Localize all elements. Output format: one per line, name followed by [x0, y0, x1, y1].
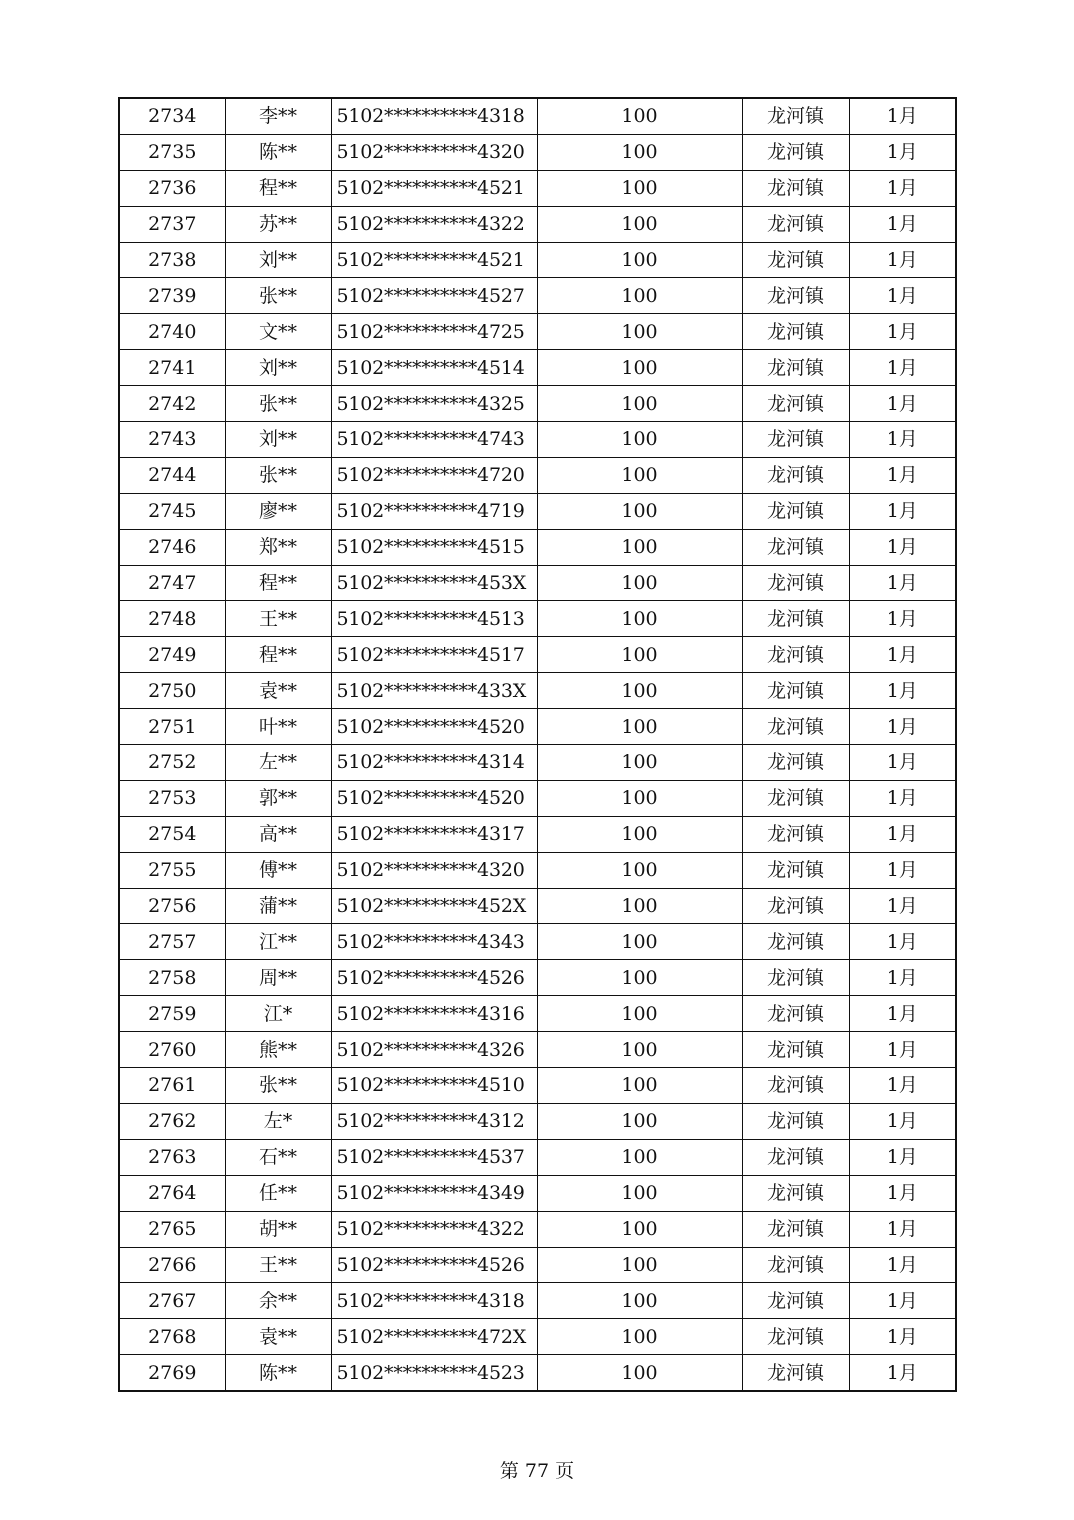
town-cell: 龙河镇 [742, 1211, 849, 1247]
id-number-cell: 5102**********4743 [331, 422, 537, 458]
row-number-cell: 2736 [119, 170, 225, 206]
month-cell: 1月 [849, 493, 956, 529]
table-row [119, 601, 956, 637]
table-row [119, 493, 956, 529]
table-row [119, 1103, 956, 1139]
month-cell: 1月 [849, 386, 956, 422]
name-cell: 苏** [225, 206, 331, 242]
month-cell: 1月 [849, 996, 956, 1032]
month-cell: 1月 [849, 780, 956, 816]
name-cell: 袁** [225, 673, 331, 709]
amount-cell: 100 [537, 1032, 742, 1068]
row-number-cell: 2741 [119, 350, 225, 386]
table-row [119, 924, 956, 960]
name-cell: 周** [225, 960, 331, 996]
town-cell: 龙河镇 [742, 134, 849, 170]
page-number: 第 77 页 [499, 1460, 575, 1482]
amount-cell: 100 [537, 350, 742, 386]
town-cell: 龙河镇 [742, 673, 849, 709]
amount-cell: 100 [537, 422, 742, 458]
row-number-cell: 2739 [119, 278, 225, 314]
name-cell: 王** [225, 601, 331, 637]
id-number-cell: 5102**********4725 [331, 314, 537, 350]
month-cell: 1月 [849, 888, 956, 924]
name-cell: 袁** [225, 1319, 331, 1355]
amount-cell: 100 [537, 170, 742, 206]
amount-cell: 100 [537, 1319, 742, 1355]
name-cell: 刘** [225, 242, 331, 278]
id-number-cell: 5102**********4322 [331, 1211, 537, 1247]
town-cell: 龙河镇 [742, 422, 849, 458]
row-number-cell: 2758 [119, 960, 225, 996]
row-number-cell: 2766 [119, 1247, 225, 1283]
month-cell: 1月 [849, 170, 956, 206]
town-cell: 龙河镇 [742, 350, 849, 386]
table-row [119, 134, 956, 170]
town-cell: 龙河镇 [742, 1355, 849, 1391]
month-cell: 1月 [849, 314, 956, 350]
id-number-cell: 5102**********453X [331, 565, 537, 601]
row-number-cell: 2747 [119, 565, 225, 601]
row-number-cell: 2761 [119, 1068, 225, 1104]
id-number-cell: 5102**********4316 [331, 996, 537, 1032]
name-cell: 张** [225, 457, 331, 493]
row-number-cell: 2768 [119, 1319, 225, 1355]
town-cell: 龙河镇 [742, 1068, 849, 1104]
month-cell: 1月 [849, 852, 956, 888]
town-cell: 龙河镇 [742, 1139, 849, 1175]
id-number-cell: 5102**********4513 [331, 601, 537, 637]
row-number-cell: 2745 [119, 493, 225, 529]
id-number-cell: 5102**********4343 [331, 924, 537, 960]
table-row [119, 98, 956, 134]
month-cell: 1月 [849, 924, 956, 960]
id-number-cell: 5102**********4312 [331, 1103, 537, 1139]
row-number-cell: 2737 [119, 206, 225, 242]
amount-cell: 100 [537, 1175, 742, 1211]
row-number-cell: 2742 [119, 386, 225, 422]
town-cell: 龙河镇 [742, 565, 849, 601]
name-cell: 叶** [225, 709, 331, 745]
row-number-cell: 2750 [119, 673, 225, 709]
name-cell: 左** [225, 745, 331, 781]
row-number-cell: 2734 [119, 98, 225, 134]
name-cell: 陈** [225, 1355, 331, 1391]
row-number-cell: 2740 [119, 314, 225, 350]
month-cell: 1月 [849, 1355, 956, 1391]
table-row [119, 1211, 956, 1247]
id-number-cell: 5102**********4521 [331, 242, 537, 278]
name-cell: 石** [225, 1139, 331, 1175]
row-number-cell: 2735 [119, 134, 225, 170]
month-cell: 1月 [849, 98, 956, 134]
amount-cell: 100 [537, 1068, 742, 1104]
month-cell: 1月 [849, 242, 956, 278]
id-number-cell: 5102**********4318 [331, 1283, 537, 1319]
id-number-cell: 5102**********4720 [331, 457, 537, 493]
id-number-cell: 5102**********4325 [331, 386, 537, 422]
table-row [119, 1032, 956, 1068]
town-cell: 龙河镇 [742, 457, 849, 493]
month-cell: 1月 [849, 637, 956, 673]
row-number-cell: 2752 [119, 745, 225, 781]
town-cell: 龙河镇 [742, 98, 849, 134]
id-number-cell: 5102**********4520 [331, 780, 537, 816]
id-number-cell: 5102**********472X [331, 1319, 537, 1355]
name-cell: 程** [225, 565, 331, 601]
town-cell: 龙河镇 [742, 1175, 849, 1211]
amount-cell: 100 [537, 816, 742, 852]
town-cell: 龙河镇 [742, 278, 849, 314]
month-cell: 1月 [849, 601, 956, 637]
name-cell: 左* [225, 1103, 331, 1139]
id-number-cell: 5102**********4517 [331, 637, 537, 673]
month-cell: 1月 [849, 1139, 956, 1175]
month-cell: 1月 [849, 134, 956, 170]
town-cell: 龙河镇 [742, 780, 849, 816]
id-number-cell: 5102**********4527 [331, 278, 537, 314]
id-number-cell: 5102**********4349 [331, 1175, 537, 1211]
table-row [119, 1139, 956, 1175]
amount-cell: 100 [537, 493, 742, 529]
name-cell: 熊** [225, 1032, 331, 1068]
id-number-cell: 5102**********4537 [331, 1139, 537, 1175]
amount-cell: 100 [537, 888, 742, 924]
name-cell: 文** [225, 314, 331, 350]
row-number-cell: 2764 [119, 1175, 225, 1211]
amount-cell: 100 [537, 98, 742, 134]
town-cell: 龙河镇 [742, 1247, 849, 1283]
table-row [119, 745, 956, 781]
town-cell: 龙河镇 [742, 924, 849, 960]
table-row [119, 529, 956, 565]
amount-cell: 100 [537, 745, 742, 781]
row-number-cell: 2767 [119, 1283, 225, 1319]
id-number-cell: 5102**********4320 [331, 852, 537, 888]
table-row [119, 960, 956, 996]
roster-table-body [119, 98, 956, 1391]
name-cell: 江* [225, 996, 331, 1032]
month-cell: 1月 [849, 350, 956, 386]
id-number-cell: 5102**********452X [331, 888, 537, 924]
id-number-cell: 5102**********4314 [331, 745, 537, 781]
name-cell: 陈** [225, 134, 331, 170]
month-cell: 1月 [849, 1319, 956, 1355]
amount-cell: 100 [537, 242, 742, 278]
name-cell: 李** [225, 98, 331, 134]
id-number-cell: 5102**********4317 [331, 816, 537, 852]
table-row [119, 1355, 956, 1391]
name-cell: 蒲** [225, 888, 331, 924]
amount-cell: 100 [537, 1211, 742, 1247]
table-row [119, 780, 956, 816]
amount-cell: 100 [537, 457, 742, 493]
table-row [119, 637, 956, 673]
table-row [119, 888, 956, 924]
month-cell: 1月 [849, 565, 956, 601]
amount-cell: 100 [537, 673, 742, 709]
id-number-cell: 5102**********4523 [331, 1355, 537, 1391]
town-cell: 龙河镇 [742, 996, 849, 1032]
id-number-cell: 5102**********4526 [331, 960, 537, 996]
month-cell: 1月 [849, 960, 956, 996]
name-cell: 余** [225, 1283, 331, 1319]
month-cell: 1月 [849, 1068, 956, 1104]
town-cell: 龙河镇 [742, 960, 849, 996]
table-row [119, 242, 956, 278]
amount-cell: 100 [537, 278, 742, 314]
row-number-cell: 2751 [119, 709, 225, 745]
town-cell: 龙河镇 [742, 206, 849, 242]
name-cell: 廖** [225, 493, 331, 529]
id-number-cell: 5102**********4521 [331, 170, 537, 206]
town-cell: 龙河镇 [742, 1103, 849, 1139]
month-cell: 1月 [849, 816, 956, 852]
table-row [119, 816, 956, 852]
name-cell: 胡** [225, 1211, 331, 1247]
table-row [119, 565, 956, 601]
name-cell: 傅** [225, 852, 331, 888]
amount-cell: 100 [537, 852, 742, 888]
town-cell: 龙河镇 [742, 493, 849, 529]
month-cell: 1月 [849, 1103, 956, 1139]
row-number-cell: 2749 [119, 637, 225, 673]
month-cell: 1月 [849, 745, 956, 781]
month-cell: 1月 [849, 457, 956, 493]
amount-cell: 100 [537, 924, 742, 960]
id-number-cell: 5102**********4515 [331, 529, 537, 565]
row-number-cell: 2754 [119, 816, 225, 852]
table-row [119, 1319, 956, 1355]
name-cell: 任** [225, 1175, 331, 1211]
table-row [119, 1247, 956, 1283]
town-cell: 龙河镇 [742, 1283, 849, 1319]
row-number-cell: 2746 [119, 529, 225, 565]
month-cell: 1月 [849, 278, 956, 314]
row-number-cell: 2759 [119, 996, 225, 1032]
id-number-cell: 5102**********433X [331, 673, 537, 709]
table-row [119, 673, 956, 709]
row-number-cell: 2744 [119, 457, 225, 493]
amount-cell: 100 [537, 529, 742, 565]
amount-cell: 100 [537, 1283, 742, 1319]
id-number-cell: 5102**********4514 [331, 350, 537, 386]
id-number-cell: 5102**********4719 [331, 493, 537, 529]
table-row [119, 996, 956, 1032]
month-cell: 1月 [849, 1175, 956, 1211]
roster-table-container [118, 97, 955, 1392]
name-cell: 高** [225, 816, 331, 852]
amount-cell: 100 [537, 314, 742, 350]
amount-cell: 100 [537, 996, 742, 1032]
table-row [119, 386, 956, 422]
town-cell: 龙河镇 [742, 170, 849, 206]
name-cell: 郭** [225, 780, 331, 816]
town-cell: 龙河镇 [742, 601, 849, 637]
table-row [119, 457, 956, 493]
table-row [119, 1068, 956, 1104]
id-number-cell: 5102**********4526 [331, 1247, 537, 1283]
table-row [119, 278, 956, 314]
name-cell: 刘** [225, 422, 331, 458]
row-number-cell: 2753 [119, 780, 225, 816]
amount-cell: 100 [537, 1103, 742, 1139]
amount-cell: 100 [537, 1247, 742, 1283]
row-number-cell: 2769 [119, 1355, 225, 1391]
amount-cell: 100 [537, 709, 742, 745]
town-cell: 龙河镇 [742, 888, 849, 924]
month-cell: 1月 [849, 1247, 956, 1283]
row-number-cell: 2743 [119, 422, 225, 458]
row-number-cell: 2762 [119, 1103, 225, 1139]
town-cell: 龙河镇 [742, 1319, 849, 1355]
row-number-cell: 2738 [119, 242, 225, 278]
row-number-cell: 2757 [119, 924, 225, 960]
town-cell: 龙河镇 [742, 314, 849, 350]
amount-cell: 100 [537, 565, 742, 601]
row-number-cell: 2760 [119, 1032, 225, 1068]
month-cell: 1月 [849, 1283, 956, 1319]
name-cell: 郑** [225, 529, 331, 565]
table-row [119, 206, 956, 242]
amount-cell: 100 [537, 601, 742, 637]
month-cell: 1月 [849, 1211, 956, 1247]
id-number-cell: 5102**********4322 [331, 206, 537, 242]
table-row [119, 1175, 956, 1211]
table-row [119, 314, 956, 350]
table-row [119, 170, 956, 206]
name-cell: 江** [225, 924, 331, 960]
row-number-cell: 2755 [119, 852, 225, 888]
month-cell: 1月 [849, 206, 956, 242]
row-number-cell: 2763 [119, 1139, 225, 1175]
town-cell: 龙河镇 [742, 816, 849, 852]
id-number-cell: 5102**********4318 [331, 98, 537, 134]
town-cell: 龙河镇 [742, 745, 849, 781]
table-row [119, 350, 956, 386]
name-cell: 张** [225, 386, 331, 422]
name-cell: 张** [225, 278, 331, 314]
table-row [119, 852, 956, 888]
id-number-cell: 5102**********4320 [331, 134, 537, 170]
table-row [119, 422, 956, 458]
month-cell: 1月 [849, 709, 956, 745]
month-cell: 1月 [849, 422, 956, 458]
name-cell: 张** [225, 1068, 331, 1104]
amount-cell: 100 [537, 1139, 742, 1175]
name-cell: 程** [225, 170, 331, 206]
month-cell: 1月 [849, 673, 956, 709]
roster-table [118, 97, 957, 1392]
town-cell: 龙河镇 [742, 386, 849, 422]
amount-cell: 100 [537, 386, 742, 422]
amount-cell: 100 [537, 637, 742, 673]
town-cell: 龙河镇 [742, 852, 849, 888]
name-cell: 程** [225, 637, 331, 673]
town-cell: 龙河镇 [742, 709, 849, 745]
row-number-cell: 2765 [119, 1211, 225, 1247]
amount-cell: 100 [537, 780, 742, 816]
row-number-cell: 2756 [119, 888, 225, 924]
name-cell: 刘** [225, 350, 331, 386]
table-row [119, 709, 956, 745]
id-number-cell: 5102**********4520 [331, 709, 537, 745]
month-cell: 1月 [849, 1032, 956, 1068]
id-number-cell: 5102**********4510 [331, 1068, 537, 1104]
table-row [119, 1283, 956, 1319]
town-cell: 龙河镇 [742, 242, 849, 278]
month-cell: 1月 [849, 529, 956, 565]
amount-cell: 100 [537, 206, 742, 242]
amount-cell: 100 [537, 960, 742, 996]
town-cell: 龙河镇 [742, 637, 849, 673]
name-cell: 王** [225, 1247, 331, 1283]
row-number-cell: 2748 [119, 601, 225, 637]
amount-cell: 100 [537, 1355, 742, 1391]
id-number-cell: 5102**********4326 [331, 1032, 537, 1068]
amount-cell: 100 [537, 134, 742, 170]
town-cell: 龙河镇 [742, 529, 849, 565]
town-cell: 龙河镇 [742, 1032, 849, 1068]
